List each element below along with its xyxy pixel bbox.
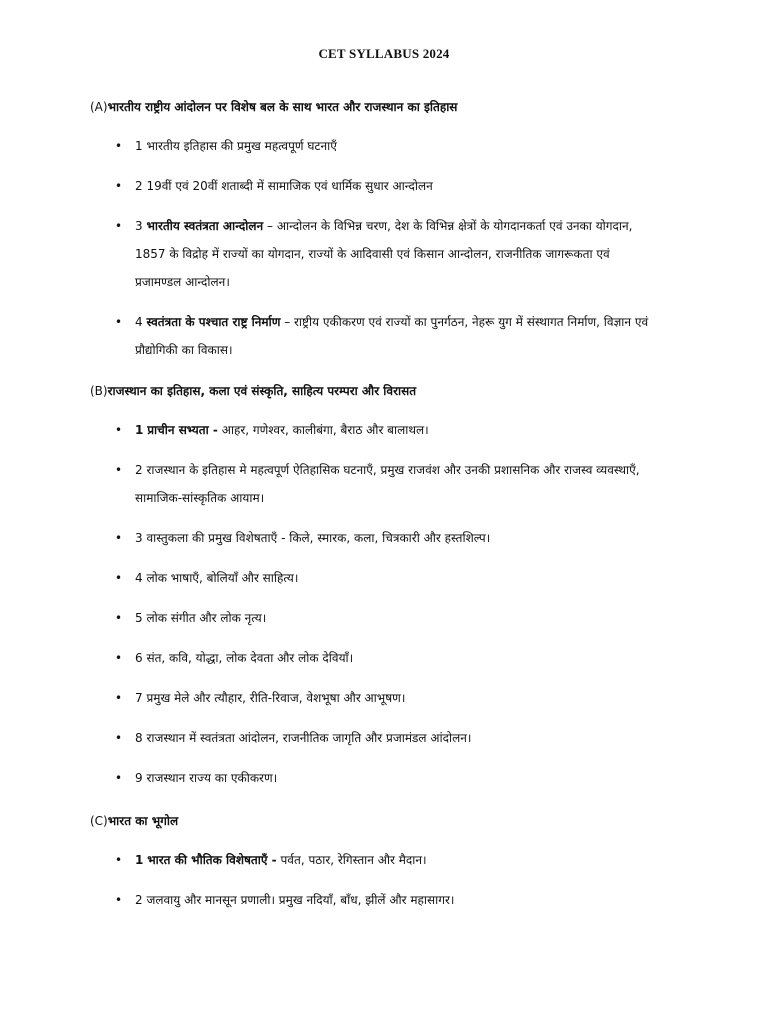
item-number: 7 bbox=[135, 691, 143, 705]
bullet-icon: • bbox=[115, 731, 123, 745]
item-number: 2 bbox=[135, 463, 143, 477]
item-number: 3 bbox=[135, 531, 143, 545]
section-title: भारत का भूगोल bbox=[107, 814, 179, 828]
item-bold-text: भारत की भौतिक विशेषताएँ - bbox=[147, 853, 277, 867]
item-number: 8 bbox=[135, 731, 143, 745]
item-text: जलवायु और मानसून प्रणाली। प्रमुख नदियाँ, बाँध, झीलें और महासागर। bbox=[146, 893, 455, 907]
list-item bbox=[0, 308, 768, 364]
item-number: 2 bbox=[135, 893, 143, 907]
item-text: प्रमुख मेले और त्यौहार, रीति-रिवाज, वेशभूषा और आभूषण। bbox=[146, 691, 406, 705]
list-item bbox=[0, 564, 768, 592]
section-prefix: (C) bbox=[90, 814, 108, 828]
section-heading-b bbox=[90, 382, 416, 399]
list-item bbox=[0, 172, 768, 200]
bullet-icon: • bbox=[115, 893, 123, 907]
item-number: 2 bbox=[135, 179, 143, 193]
section-b-list bbox=[0, 416, 768, 804]
item-number: 4 bbox=[135, 315, 143, 329]
section-prefix: (B) bbox=[90, 384, 108, 398]
section-heading-a bbox=[90, 98, 457, 115]
bullet-icon: • bbox=[115, 423, 123, 437]
bullet-icon: • bbox=[115, 463, 123, 477]
item-text: राजस्थान राज्य का एकीकरण। bbox=[146, 771, 278, 785]
item-number: 1 bbox=[135, 853, 144, 867]
item-text: पर्वत, पठार, रेगिस्तान और मैदान। bbox=[276, 853, 427, 867]
section-c-list bbox=[0, 846, 768, 926]
bullet-icon: • bbox=[115, 571, 123, 585]
item-text: – आन्दोलन के विभिन्न चरण, देश के विभिन्न क्षेत्रों के योगदानकर्ता एवं उनका योगदान, 1857 के विद्रोह में राज्यों का योगदान, राज्यों के आदिवासी एवं किसान आन्दोलन, राजनीतिक जागरूकता एवं प्रजामण्डल आन्दोलन। bbox=[135, 219, 633, 289]
item-bold-text: भारतीय स्वतंत्रता आन्दोलन bbox=[146, 219, 264, 233]
bullet-icon: • bbox=[115, 771, 123, 785]
item-text: राजस्थान में स्वतंत्रता आंदोलन, राजनीतिक जागृति और प्रजामंडल आंदोलन। bbox=[146, 731, 472, 745]
item-text: संत, कवि, योद्धा, लोक देवता और लोक देवियाँ। bbox=[146, 651, 354, 665]
item-text: राजस्थान के इतिहास मे महत्वपूर्ण ऐतिहासिक घटनाएँ, प्रमुख राजवंश और उनकी प्रशासनिक और राजस्व व्यवस्थाएँ, सामाजिक-सांस्कृतिक आयाम। bbox=[135, 463, 640, 505]
section-title: भारतीय राष्ट्रीय आंदोलन पर विशेष बल के साथ भारत और राजस्थान का इतिहास bbox=[107, 100, 458, 114]
list-item bbox=[0, 132, 768, 160]
item-number: 5 bbox=[135, 611, 143, 625]
item-text: भारतीय इतिहास की प्रमुख महत्वपूर्ण घटनाएँ bbox=[146, 139, 337, 153]
document-title: CET SYLLABUS 2024 bbox=[318, 46, 450, 61]
item-text: – राष्ट्रीय एकीकरण एवं राज्यों का पुनर्गठन, नेहरू युग में संस्थागत निर्माण, विज्ञान एवं प्रौद्योगिकी का विकास। bbox=[135, 315, 649, 357]
bullet-icon: • bbox=[115, 853, 123, 867]
item-bold-text: स्वतंत्रता के पश्चात राष्ट्र निर्माण bbox=[146, 315, 281, 329]
bullet-icon: • bbox=[115, 219, 123, 233]
bullet-icon: • bbox=[115, 139, 123, 153]
list-item bbox=[0, 644, 768, 672]
item-text: 19वीं एवं 20वीं शताब्दी में सामाजिक एवं धार्मिक सुधार आन्दोलन bbox=[146, 179, 433, 193]
list-item bbox=[0, 846, 768, 874]
list-item bbox=[0, 764, 768, 792]
section-a-list bbox=[0, 132, 768, 376]
section-heading-c bbox=[90, 812, 178, 829]
item-number: 6 bbox=[135, 651, 143, 665]
item-number: 3 bbox=[135, 219, 143, 233]
section-prefix: (A) bbox=[90, 100, 108, 114]
list-item bbox=[0, 212, 768, 296]
item-number: 9 bbox=[135, 771, 143, 785]
bullet-icon: • bbox=[115, 611, 123, 625]
item-number: 4 bbox=[135, 571, 143, 585]
list-item bbox=[0, 886, 768, 914]
item-text: लोक भाषाएँ, बोलियाँ और साहित्य। bbox=[146, 571, 299, 585]
list-item bbox=[0, 684, 768, 712]
item-text: वास्तुकला की प्रमुख विशेषताएँ - किले, स्मारक, कला, चित्रकारी और हस्तशिल्प। bbox=[146, 531, 491, 545]
bullet-icon: • bbox=[115, 315, 123, 329]
list-item bbox=[0, 456, 768, 512]
item-number: 1 bbox=[135, 423, 144, 437]
item-text: लोक संगीत और लोक नृत्य। bbox=[146, 611, 267, 625]
list-item bbox=[0, 604, 768, 632]
item-text: आहर, गणेश्वर, कालीबंगा, बैराठ और बालाथल। bbox=[217, 423, 429, 437]
list-item bbox=[0, 416, 768, 444]
section-title: राजस्थान का इतिहास, कला एवं संस्कृति, साहित्य परम्परा और विरासत bbox=[107, 384, 417, 398]
bullet-icon: • bbox=[115, 179, 123, 193]
bullet-icon: • bbox=[115, 531, 123, 545]
bullet-icon: • bbox=[115, 651, 123, 665]
list-item bbox=[0, 724, 768, 752]
item-number: 1 bbox=[135, 139, 143, 153]
list-item bbox=[0, 524, 768, 552]
item-bold-text: प्राचीन सभ्यता - bbox=[147, 423, 218, 437]
bullet-icon: • bbox=[115, 691, 123, 705]
